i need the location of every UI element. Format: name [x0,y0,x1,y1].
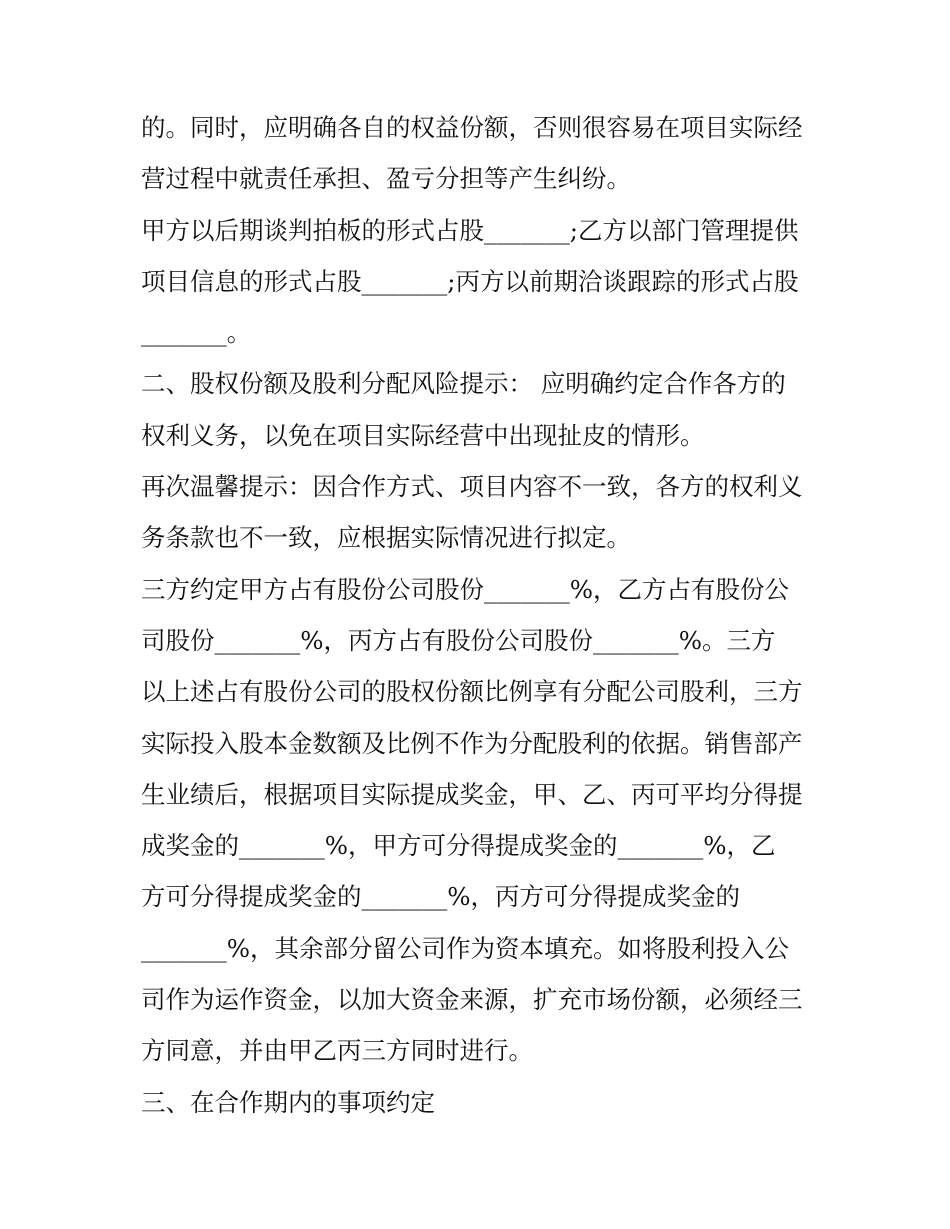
text-line: 三方约定甲方占有股份公司股份_______%，乙方占有股份公 [141,574,790,604]
text-line: 以上述占有股份公司的股权份额比例享有分配公司股利，三方 [141,677,803,707]
text-line: _______。 [141,318,252,348]
text-line: 营过程中就责任承担、盈亏分担等产生纠纷。 [141,164,631,194]
text-line: 生业绩后，根据项目实际提成奖金，甲、乙、丙可平均分得提 [141,779,803,809]
text-line: 司股份_______%，丙方占有股份公司股份_______%。三方 [141,625,776,655]
text-line: 务条款也不一致，应根据实际情况进行拟定。 [141,523,631,553]
text-line: 方可分得提成奖金的_______%，丙方可分得提成奖金的 [141,882,741,912]
text-line: 成奖金的_______%，甲方可分得提成奖金的_______%，乙 [141,831,776,861]
document-body [141,102,816,1128]
text-line: 再次温馨提示：因合作方式、项目内容不一致，各方的权利义 [141,472,803,502]
text-line: 司作为运作资金，以加大资金来源，扩充市场份额，必须经三 [141,985,803,1015]
section-heading-2: 二、股权份额及股利分配风险提示： 应明确约定合作各方的 [141,369,786,399]
text-line: 实际投入股本金数额及比例不作为分配股利的依据。销售部产 [141,728,803,758]
text-line: 项目信息的形式占股_______;丙方以前期洽谈跟踪的形式占股 [141,266,799,296]
section-heading-3: 三、在合作期内的事项约定 [141,1087,435,1117]
text-line: 权利义务，以免在项目实际经营中出现扯皮的情形。 [141,420,705,450]
text-line: 的。同时，应明确各自的权益份额，否则很容易在项目实际经 [141,113,803,142]
text-line: 甲方以后期谈判拍板的形式占股_______;乙方以部门管理提供 [141,215,799,245]
text-line: 方同意，并由甲乙丙三方同时进行。 [141,1036,533,1066]
text-line: _______%，其余部分留公司作为资本填充。如将股利投入公 [141,933,790,963]
